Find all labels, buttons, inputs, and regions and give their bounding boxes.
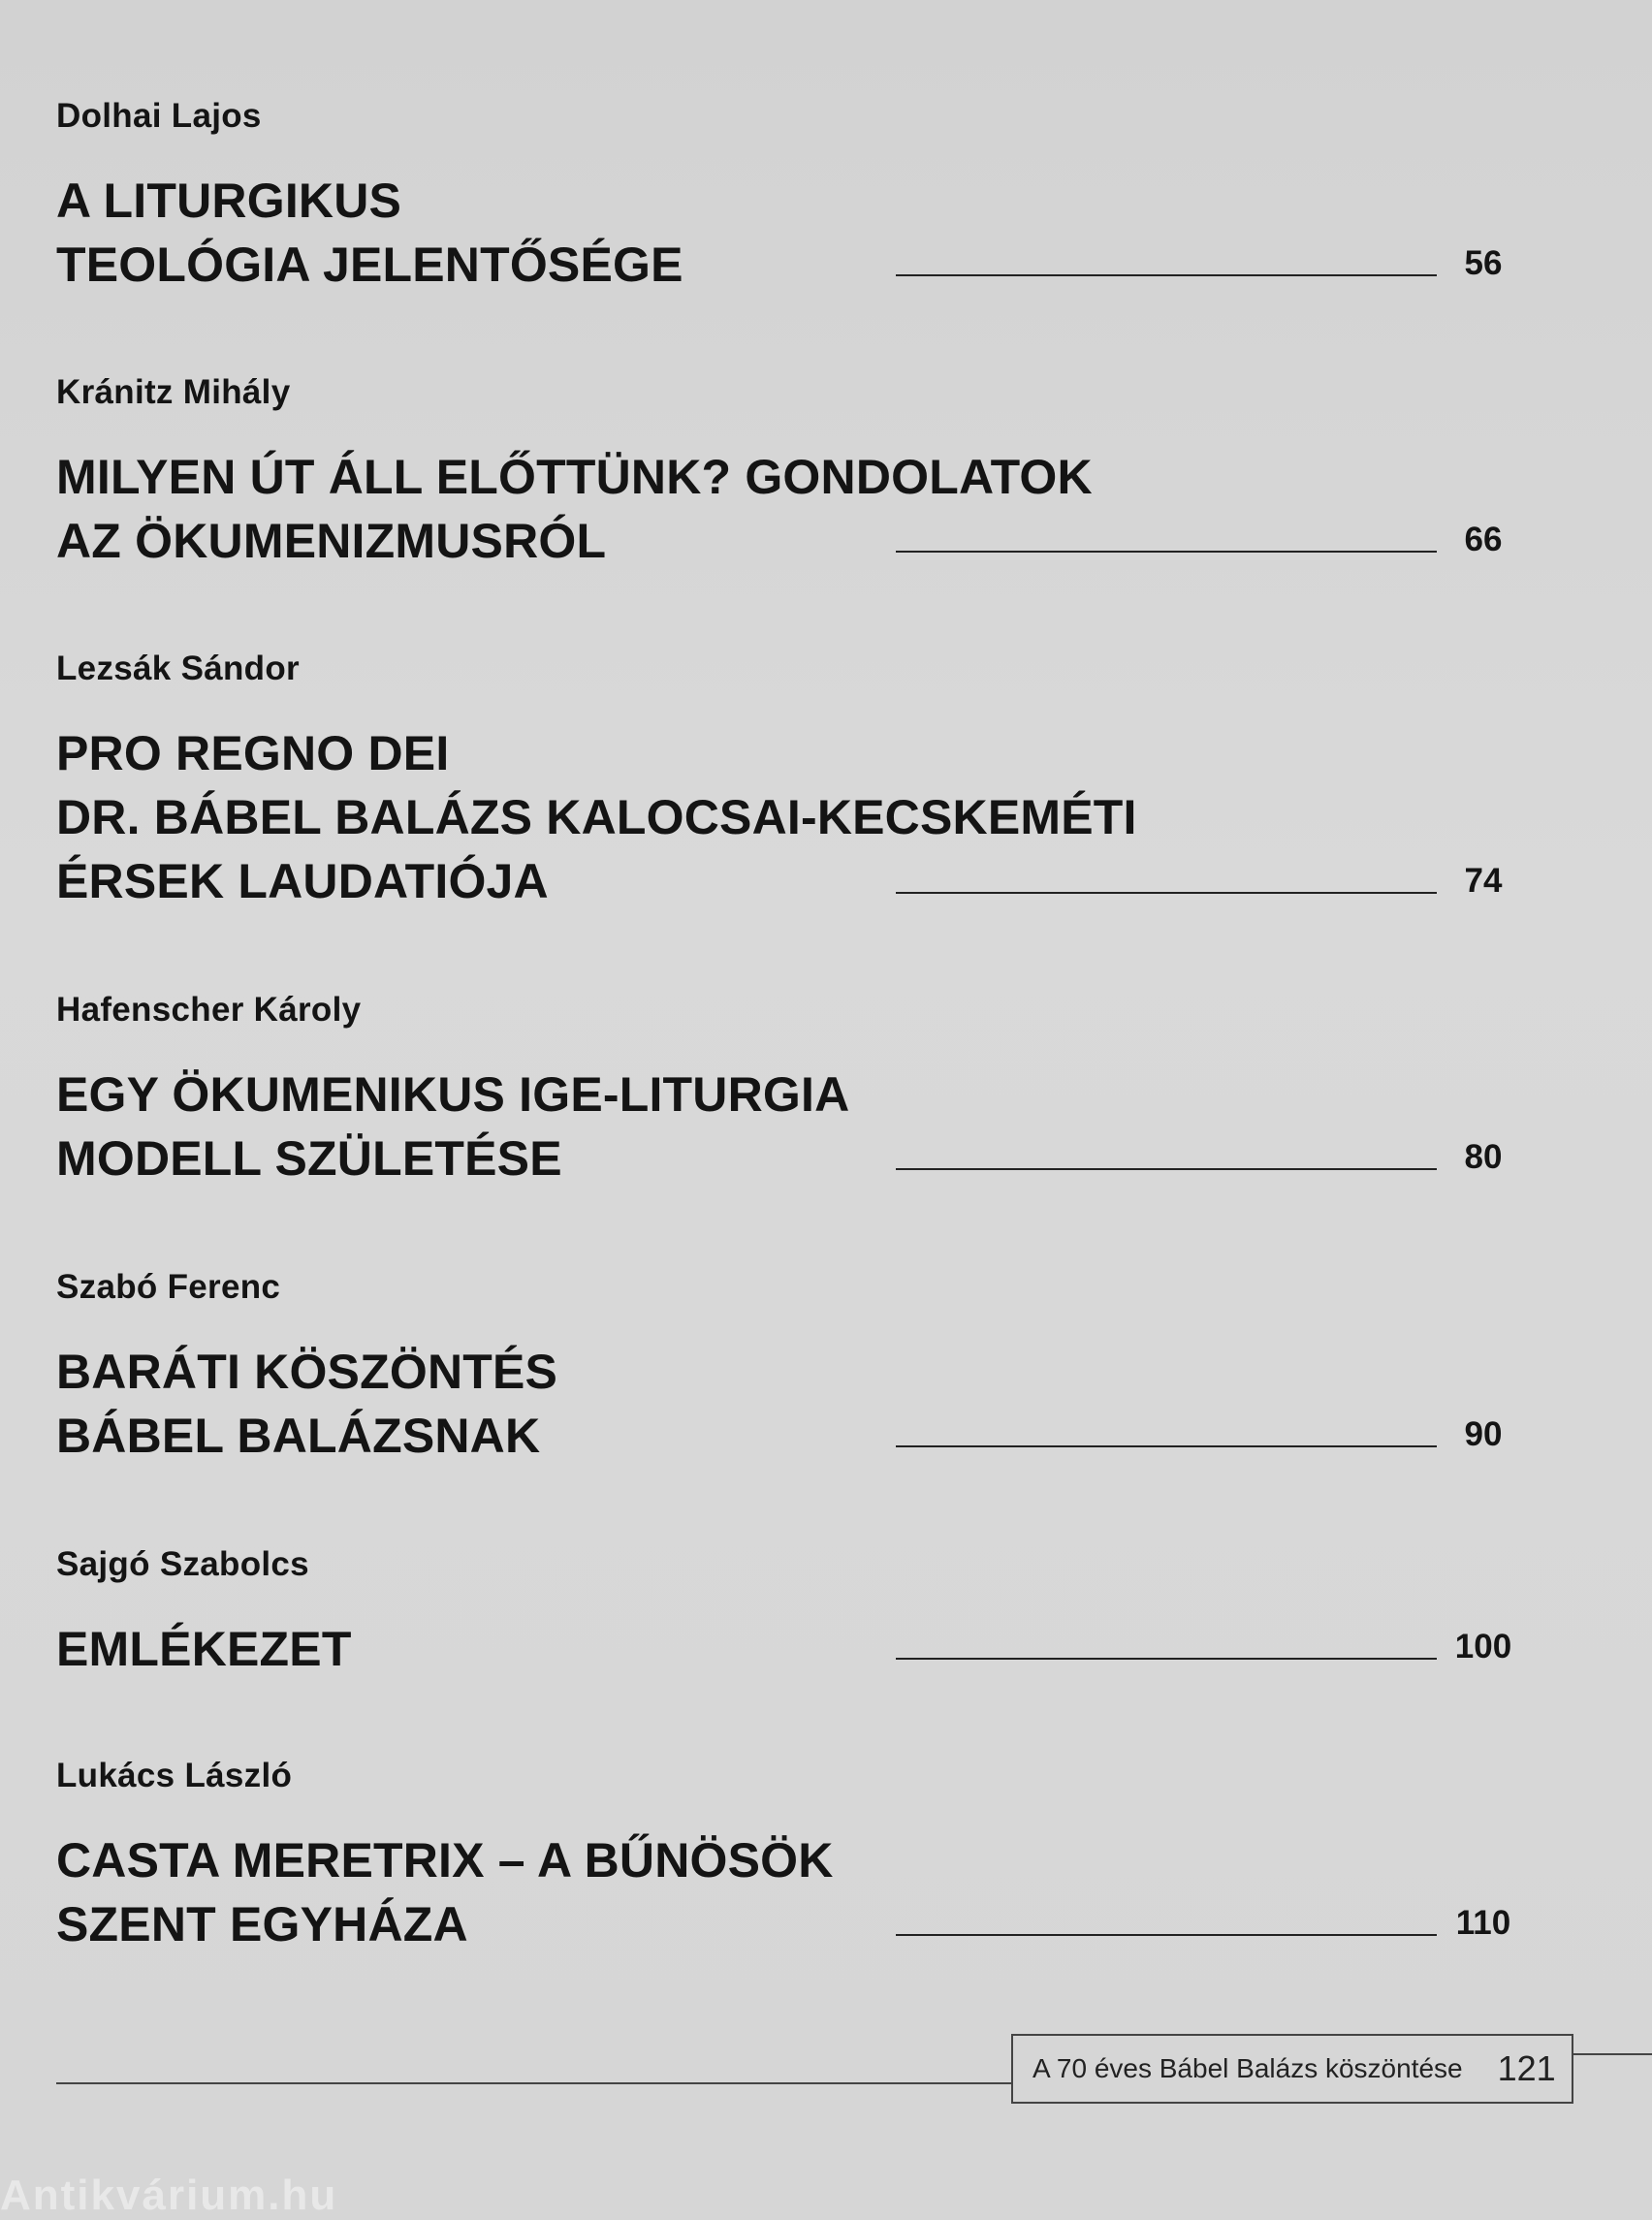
footer-publication-title: A 70 éves Bábel Balázs köszöntése: [1032, 2053, 1463, 2083]
entry-author: Kránitz Mihály: [56, 373, 291, 411]
dotted-leader: [896, 1934, 1437, 1936]
entry-page-number: 110: [1455, 1904, 1511, 1942]
entry-title-line: MODELL SZÜLETÉSE: [56, 1131, 562, 1186]
entry-title: [56, 445, 1472, 573]
entry-page-number: 100: [1454, 1628, 1512, 1665]
entry-page-number: 80: [1464, 1138, 1503, 1176]
entry-title-line: MILYEN ÚT ÁLL ELŐTTÜNK? GONDOLATOK: [56, 450, 1093, 504]
toc-entry: [56, 1757, 1511, 1956]
dotted-leader: [896, 551, 1437, 553]
entry-title: [56, 721, 1472, 913]
entry-title-line: SZENT EGYHÁZA: [56, 1897, 468, 1951]
entry-author: Lukács László: [56, 1757, 293, 1794]
dotted-leader: [896, 1168, 1437, 1170]
entry-author: Szabó Ferenc: [56, 1268, 281, 1306]
footer-rule: [56, 2082, 1011, 2084]
dotted-leader: [896, 1658, 1437, 1660]
toc-entry: [56, 1268, 1503, 1468]
toc-entry: [56, 650, 1503, 913]
entry-title: [56, 1617, 1472, 1681]
entry-title-line: EMLÉKEZET: [56, 1622, 352, 1676]
toc-entry: [56, 991, 1503, 1190]
entry-title-line: BÁBEL BALÁZSNAK: [56, 1409, 541, 1463]
entry-page-number: 56: [1464, 244, 1503, 282]
footer-rule: [1573, 2053, 1652, 2055]
entry-title-line: EGY ÖKUMENIKUS IGE-LITURGIA: [56, 1067, 850, 1122]
entry-page-number: 66: [1464, 521, 1503, 558]
entry-title-line: CASTA MERETRIX – A BŰNÖSÖK: [56, 1833, 834, 1887]
entry-title: [56, 1340, 1472, 1468]
entry-author: Lezsák Sándor: [56, 650, 300, 687]
entry-title-line: BARÁTI KÖSZÖNTÉS: [56, 1345, 558, 1399]
dotted-leader: [896, 892, 1437, 894]
entry-page-number: 74: [1464, 862, 1503, 900]
entry-title: [56, 1062, 1472, 1190]
toc-entry: [56, 97, 1503, 297]
entry-title-line: PRO REGNO DEI: [56, 726, 450, 780]
watermark: Antikvárium.hu: [0, 2172, 338, 2219]
toc-entry: [56, 373, 1503, 573]
dotted-leader: [896, 274, 1437, 276]
running-footer: [1011, 2034, 1573, 2104]
entry-title-line: AZ ÖKUMENIZMUSRÓL: [56, 514, 607, 568]
entry-title-line: DR. BÁBEL BALÁZS KALOCSAI-KECSKEMÉTI: [56, 790, 1137, 844]
entry-author: Hafenscher Károly: [56, 991, 362, 1029]
entry-author: Sajgó Szabolcs: [56, 1545, 309, 1583]
entry-title-line: A LITURGIKUS: [56, 174, 402, 228]
entry-title-line: ÉRSEK LAUDATIÓJA: [56, 854, 549, 908]
entry-title: [56, 169, 1472, 297]
dotted-leader: [896, 1445, 1437, 1447]
entry-title: [56, 1828, 1472, 1956]
entry-page-number: 90: [1464, 1415, 1503, 1453]
toc-entry: [56, 1545, 1512, 1681]
entry-author: Dolhai Lajos: [56, 97, 262, 135]
footer-page-number: 121: [1497, 2048, 1556, 2088]
entry-title-line: TEOLÓGIA JELENTŐSÉGE: [56, 238, 683, 292]
